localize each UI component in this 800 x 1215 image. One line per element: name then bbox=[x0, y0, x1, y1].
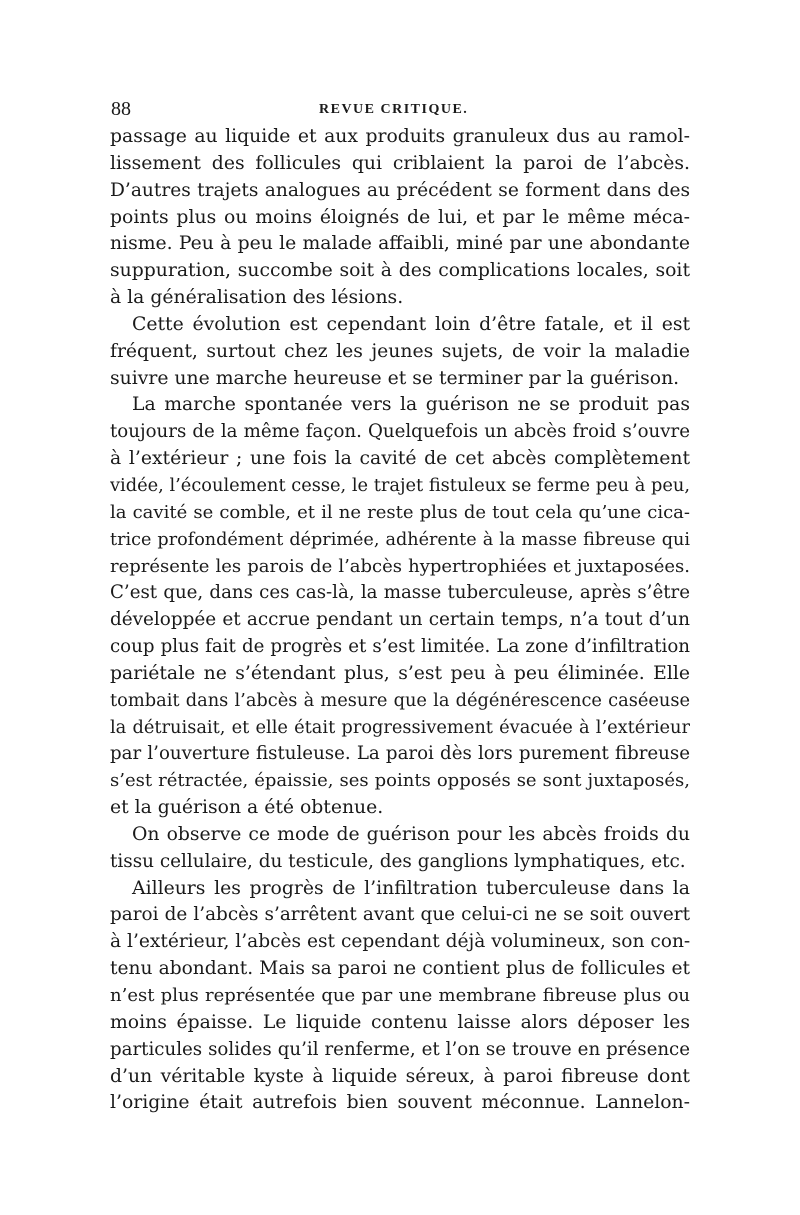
text-line: d’un véritable kyste à liquide séreux, à paroi fibreuse dont bbox=[110, 1065, 690, 1087]
text-line: tissu cellulaire, du testicule, des ganglions lymphatiques, etc. bbox=[110, 850, 686, 872]
text-line: toujours de la même façon. Quelquefois un abcès froid s’ouvre bbox=[110, 421, 690, 443]
text-line: à l’extérieur, l’abcès est cependant déjà volumineux, son con- bbox=[110, 931, 690, 953]
text-line: représente les parois de l’abcès hypertrophiées et juxtaposées. bbox=[110, 555, 690, 577]
text-line: particules solides qu’il renferme, et l’on se trouve en présence bbox=[110, 1038, 690, 1060]
text-line: la cavité se comble, et il ne reste plus de tout cela qu’une cica- bbox=[110, 501, 690, 523]
text-line: paroi de l’abcès s’arrêtent avant que celui-ci ne se soit ouvert bbox=[110, 904, 690, 926]
text-line: D’autres trajets analogues au précédent se forment dans des bbox=[110, 179, 690, 201]
text-line: la détruisait, et elle était progressivement évacuée à l’extérieur bbox=[110, 716, 690, 738]
paragraph-first-line: La marche spontanée vers la guérison ne se produit pas bbox=[132, 394, 690, 416]
paragraph-first-line: Ailleurs les progrès de l’infiltration tuberculeuse dans la bbox=[132, 877, 690, 899]
paragraph-first-line: On observe ce mode de guérison pour les abcès froids du bbox=[132, 823, 690, 845]
text-line: tombait dans l’abcès à mesure que la dégénérescence caséeuse bbox=[110, 689, 690, 711]
text-line: C’est que, dans ces cas-là, la masse tuberculeuse, après s’être bbox=[110, 582, 690, 604]
text-line: moins épaisse. Le liquide contenu laisse alors déposer les bbox=[110, 1011, 690, 1033]
paragraph-first-line: Cette évolution est cependant loin d’être fatale, et il est bbox=[132, 313, 690, 335]
text-line: tenu abondant. Mais sa paroi ne contient plus de follicules et bbox=[110, 958, 690, 980]
text-line: suivre une marche heureuse et se terminer par la guérison. bbox=[110, 367, 680, 389]
text-line: l’origine était autrefois bien souvent méconnue. Lannelon- bbox=[110, 1092, 690, 1114]
text-line: par l’ouverture fistuleuse. La paroi dès lors purement fibreuse bbox=[110, 743, 690, 765]
text-line: et la guérison a été obtenue. bbox=[110, 797, 384, 819]
text-line: nisme. Peu à peu le malade affaibli, miné par une abondante bbox=[110, 233, 690, 255]
text-line: pariétale ne s’étendant plus, s’est peu à peu éliminée. Elle bbox=[110, 662, 690, 684]
text-line: à la généralisation des lésions. bbox=[110, 287, 404, 309]
text-line: lissement des follicules qui criblaient la paroi de l’abcès. bbox=[110, 152, 690, 174]
text-line: à l’extérieur ; une fois la cavité de cet abcès complètement bbox=[110, 448, 690, 470]
page-number: 88 bbox=[111, 98, 131, 120]
text-line: suppuration, succombe soit à des complications locales, soit bbox=[110, 260, 690, 282]
text-line: développée et accrue pendant un certain temps, n’a tout d’un bbox=[110, 609, 690, 631]
running-head bbox=[111, 98, 691, 124]
text-line: passage au liquide et aux produits granuleux dus au ramol- bbox=[110, 126, 690, 147]
text-line: points plus ou moins éloignés de lui, et par le même méca- bbox=[110, 206, 690, 228]
text-line: s’est rétractée, épaissie, ses points opposés se sont juxtaposés, bbox=[110, 770, 690, 792]
text-line: coup plus fait de progrès et s’est limitée. La zone d’infiltration bbox=[110, 636, 690, 658]
text-line: fréquent, surtout chez les jeunes sujets, de voir la maladie bbox=[110, 340, 690, 362]
text-line: n’est plus représentée que par une membrane fibreuse plus ou bbox=[110, 985, 690, 1006]
body-text bbox=[110, 124, 690, 1117]
text-line: trice profondément déprimée, adhérente à la masse fibreuse qui bbox=[110, 529, 690, 550]
running-title: REVUE CRITIQUE. bbox=[319, 102, 469, 117]
text-line: vidée, l’écoulement cesse, le trajet fistuleux se ferme peu à peu, bbox=[110, 474, 690, 496]
